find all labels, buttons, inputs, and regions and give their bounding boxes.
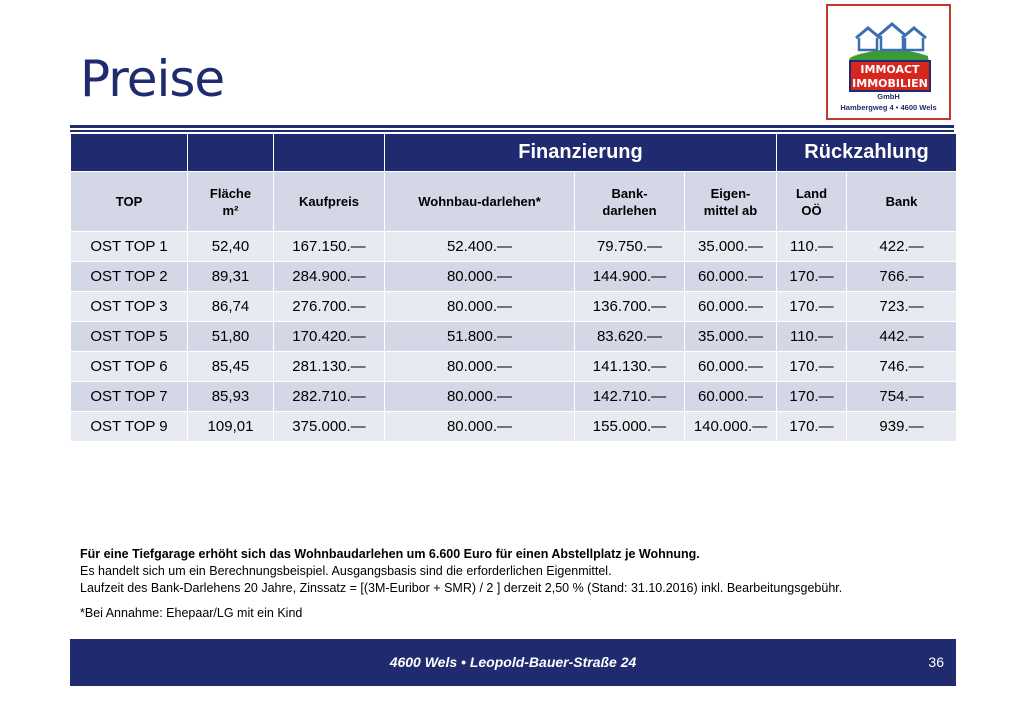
table-cell: 723.— <box>847 292 957 322</box>
column-header <box>274 172 385 232</box>
table-row <box>71 352 957 382</box>
table-cell: 110.— <box>777 232 847 262</box>
table-cell: 136.700.— <box>575 292 685 322</box>
note-term: Laufzeit des Bank-Darlehens 20 Jahre, Zinssatz = [(3M-Euribor + SMR) / 2 ] derzeit 2,50 % (Stand: 31.10.2016) inkl. Bearbeitungsgebühr. <box>80 581 843 595</box>
note-example: Es handelt sich um ein Berechnungsbeispiel. Ausgangsbasis sind die erforderlichen Eigenmittel. <box>80 564 612 578</box>
group-header-empty <box>71 134 188 172</box>
table-cell: OST TOP 3 <box>71 292 188 322</box>
table-cell: 80.000.— <box>385 262 575 292</box>
column-header-line2: m² <box>222 202 239 218</box>
table-cell: OST TOP 1 <box>71 232 188 262</box>
column-header <box>847 172 957 232</box>
table-cell: 754.— <box>847 382 957 412</box>
table-cell: 89,31 <box>188 262 274 292</box>
table-row <box>71 412 957 442</box>
table-row <box>71 322 957 352</box>
table-cell: 85,93 <box>188 382 274 412</box>
table-cell: 140.000.— <box>685 412 777 442</box>
table-cell: 60.000.— <box>685 352 777 382</box>
logo-name-line2: IMMOBILIEN <box>852 77 928 90</box>
group-header-repayment: Rückzahlung <box>777 134 957 172</box>
table-cell: 170.— <box>777 412 847 442</box>
table-cell: 170.— <box>777 262 847 292</box>
logo-address: Hambergweg 4 • 4600 Wels <box>840 103 937 112</box>
table-cell: 281.130.— <box>274 352 385 382</box>
table-cell: 155.000.— <box>575 412 685 442</box>
column-header-line1: Kaufpreis <box>299 194 359 209</box>
table-cell: 276.700.— <box>274 292 385 322</box>
table-cell: 52.400.— <box>385 232 575 262</box>
table-cell: 170.— <box>777 352 847 382</box>
note-garage: Für eine Tiefgarage erhöht sich das Wohnbaudarlehen um 6.600 Euro für einen Abstellplatz je Wohnung. <box>80 547 700 561</box>
table-cell: 939.— <box>847 412 957 442</box>
table-cell: 170.420.— <box>274 322 385 352</box>
column-header <box>385 172 575 232</box>
group-header-empty <box>188 134 274 172</box>
table-cell: 86,74 <box>188 292 274 322</box>
table-cell: 52,40 <box>188 232 274 262</box>
column-header <box>777 172 847 232</box>
group-header-empty <box>274 134 385 172</box>
table-cell: OST TOP 5 <box>71 322 188 352</box>
column-header-line2: darlehen <box>602 202 657 218</box>
table-cell: 85,45 <box>188 352 274 382</box>
column-header-line2: OÖ <box>801 202 822 218</box>
houses-logo-icon <box>848 20 930 64</box>
table-cell: OST TOP 9 <box>71 412 188 442</box>
table-cell: 144.900.— <box>575 262 685 292</box>
column-header-line1: Eigen- <box>710 185 751 201</box>
column-header-line1: Fläche <box>209 185 252 201</box>
table-cell: 746.— <box>847 352 957 382</box>
table-cell: 442.— <box>847 322 957 352</box>
table-cell: 142.710.— <box>575 382 685 412</box>
table-cell: 167.150.— <box>274 232 385 262</box>
table-row <box>71 232 957 262</box>
table-cell: 35.000.— <box>685 232 777 262</box>
table-cell: 80.000.— <box>385 412 575 442</box>
table-cell: 60.000.— <box>685 262 777 292</box>
footnotes <box>80 546 950 622</box>
logo-name-line1: IMMOACT <box>860 63 920 76</box>
table-cell: 51.800.— <box>385 322 575 352</box>
table-cell: 60.000.— <box>685 292 777 322</box>
column-header-line1: Wohnbau-darlehen* <box>418 194 541 209</box>
table-cell: 83.620.— <box>575 322 685 352</box>
table-cell: OST TOP 7 <box>71 382 188 412</box>
table-cell: 282.710.— <box>274 382 385 412</box>
table-row <box>71 292 957 322</box>
company-logo <box>826 4 951 120</box>
column-header-line1: TOP <box>115 194 143 209</box>
title-divider <box>70 125 954 128</box>
table-cell: 80.000.— <box>385 352 575 382</box>
page-number: 36 <box>928 654 944 670</box>
table-cell: 35.000.— <box>685 322 777 352</box>
footer-address: 4600 Wels • Leopold-Bauer-Straße 24 <box>389 654 637 670</box>
table-row <box>71 262 957 292</box>
note-assumption: *Bei Annahme: Ehepaar/LG mit ein Kind <box>80 606 303 620</box>
table-cell: 51,80 <box>188 322 274 352</box>
column-header-line2: mittel ab <box>703 202 758 218</box>
table-cell: 766.— <box>847 262 957 292</box>
table-cell: OST TOP 6 <box>71 352 188 382</box>
logo-wordmark <box>849 60 931 92</box>
table-cell: 80.000.— <box>385 382 575 412</box>
column-header-line1: Bank- <box>611 185 648 201</box>
column-header <box>575 172 685 232</box>
table-row <box>71 382 957 412</box>
title-divider-thin <box>70 130 954 132</box>
column-header-line1: Land <box>795 185 828 201</box>
table-cell: 284.900.— <box>274 262 385 292</box>
footer-bar <box>70 639 956 686</box>
slide-title: Preise <box>80 50 225 108</box>
column-header-row <box>71 172 957 232</box>
table-cell: 80.000.— <box>385 292 575 322</box>
column-header-line1: Bank <box>885 194 918 209</box>
table-cell: 375.000.— <box>274 412 385 442</box>
table-cell: 141.130.— <box>575 352 685 382</box>
table-cell: 170.— <box>777 292 847 322</box>
table-cell: 109,01 <box>188 412 274 442</box>
column-header <box>685 172 777 232</box>
table-body <box>71 232 957 442</box>
group-header-row <box>71 134 957 172</box>
table-cell: 110.— <box>777 322 847 352</box>
group-header-financing: Finanzierung <box>385 134 777 172</box>
column-header <box>188 172 274 232</box>
table-cell: 79.750.— <box>575 232 685 262</box>
table-cell: 422.— <box>847 232 957 262</box>
table-cell: 170.— <box>777 382 847 412</box>
table-cell: OST TOP 2 <box>71 262 188 292</box>
column-header <box>71 172 188 232</box>
price-table <box>70 133 957 442</box>
table-cell: 60.000.— <box>685 382 777 412</box>
logo-company-form: GmbH <box>877 92 900 101</box>
